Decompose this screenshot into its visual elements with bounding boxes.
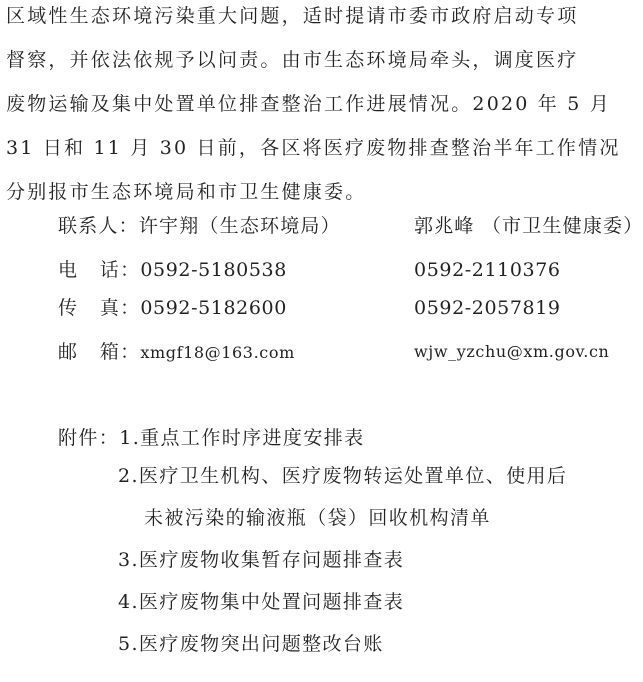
contact-person-1: 许宇翔（生态环境局） — [138, 215, 341, 237]
contact-fax-row — [58, 296, 598, 320]
attachment-item-2-continued: 未被污染的输液瓶（袋）回收机构清单 — [144, 507, 491, 529]
contact-email-row — [58, 340, 610, 365]
email-address-2: wjw_yzchu@xm.gov.cn — [414, 342, 610, 361]
paragraph-line-1: 区域性生态环境污染重大问题，适时提请市委市政府启动专项 — [6, 5, 579, 27]
fax-label: 传 真： — [58, 297, 141, 319]
email-label: 邮 箱： — [58, 341, 141, 363]
contact-person-label: 联系人： — [58, 215, 139, 237]
phone-label: 电 话： — [58, 259, 141, 281]
contact-phone-row — [58, 258, 598, 282]
contact-person-2: 郭兆峰 （市卫生健康委） — [414, 215, 643, 237]
contact-person-row — [58, 214, 643, 238]
phone-number-1: 0592-5180538 — [140, 259, 287, 281]
paragraph-line-2: 督察，并依法依规予以问责。由市生态环境局牵头，调度医疗 — [6, 49, 579, 71]
attachment-item-3: 3.医疗废物收集暂存问题排查表 — [118, 549, 405, 571]
attachments-label: 附件： — [58, 427, 120, 449]
fax-number-2: 0592-2057819 — [414, 297, 561, 319]
attachment-item-1: 1.重点工作时序进度安排表 — [119, 427, 365, 449]
phone-number-2: 0592-2110376 — [414, 259, 561, 281]
attachment-item-2: 2.医疗卫生机构、医疗废物转运处置单位、使用后 — [118, 465, 568, 487]
paragraph-line-3: 废物运输及集中处置单位排查整治工作进展情况。2020 年 5 月 — [6, 93, 611, 115]
attachment-item-4: 4.医疗废物集中处置问题排查表 — [118, 591, 405, 613]
paragraph-line-4: 31 日和 11 月 30 日前，各区将医疗废物排查整治半年工作情况 — [6, 137, 621, 159]
paragraph-line-5: 分别报市生态环境局和市卫生健康委。 — [6, 181, 367, 203]
email-address-1: xmgf18@163.com — [140, 343, 295, 362]
fax-number-1: 0592-5182600 — [140, 297, 287, 319]
attachment-item-5: 5.医疗废物突出问题整改台账 — [118, 633, 384, 655]
attachments-row-1 — [58, 426, 365, 450]
